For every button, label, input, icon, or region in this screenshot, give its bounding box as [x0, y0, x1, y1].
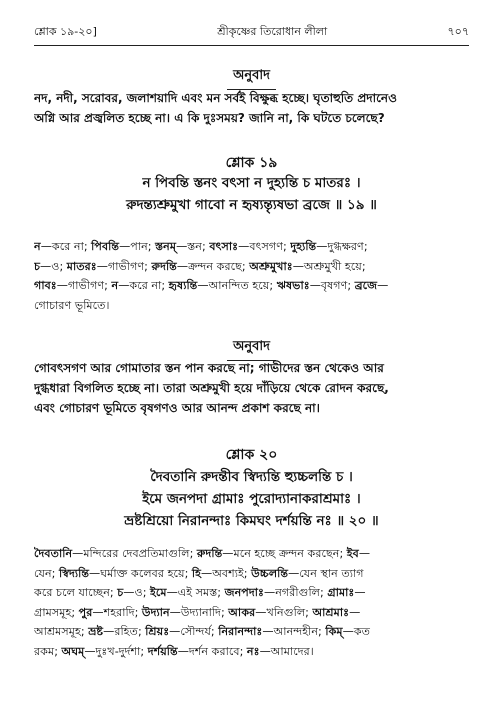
synonym-line: ন—করে না; পিবন্তি—পান; স্তনম্‌—স্তন; বৎসাঃ—বৎসগণ; দুহ্যন্তি—দুগ্ধক্ষরণ; [34, 240, 368, 253]
verse-20-heading: শ্লোক ২০ [225, 447, 278, 463]
verse-line: রুদন্ত্যশ্রুমুখা গাবো ন হৃষ্যন্ত্যৃষভা ব্রজে ॥ ১৯ ॥ [126, 197, 377, 213]
synonym-line: গোচারণ ভূমিতে। [34, 298, 110, 312]
text-line: নদ, নদী, সরোবর, জলাশয়াদি এবং মন সর্বই বিক্ষুব্ধ হচ্ছে। ঘৃতাহুতি প্রদানেও [34, 91, 397, 105]
translation-text-2 [34, 358, 469, 418]
verse-20-sanskrit [0, 466, 503, 532]
translation-text-1 [34, 88, 469, 128]
running-header [34, 24, 469, 46]
verse-20-synonyms [34, 544, 469, 662]
verse-19-synonyms [34, 237, 469, 315]
synonym-line: রকম; অঘম্‌—দুঃখ-দুর্দশা; দর্শয়ন্তি—দর্শন করাবে; নঃ—আমাদের। [34, 644, 314, 658]
verse-line: ইমে জনপদা গ্রামাঃ পুরোদ্যানাকরাশ্রমাঃ । [142, 491, 361, 507]
verse-line: ভ্রষ্টশ্রিয়ো নিরানন্দাঃ কিমঘং দর্শয়ন্তি নঃ ॥ ২০ ॥ [124, 513, 379, 529]
verse-19-sanskrit [0, 172, 503, 216]
synonym-line: করে চলে যাচ্ছেন; চ—ও; ইমে—এই সমস্ত; জনপদাঃ—নগরীগুলি; গ্রামাঃ— [34, 586, 366, 600]
synonym-line: চ—ও; মাতরঃ—গাভীগণ; রুদন্তি—ক্রন্দন করছে; অশ্রুমুখাঃ—অশ্রুমুখী হয়ে; [34, 259, 366, 273]
synonym-line: আশ্রমসমূহ; ভ্রষ্ট—রহিত; শ্রিয়ঃ—সৌন্দর্য; নিরানন্দাঃ—আনন্দহীন; কিম্‌—কত [34, 625, 371, 639]
text-line: এবং গোচারণ ভূমিতে বৃষগণও আর আনন্দ প্রকাশ করছে না। [34, 401, 320, 415]
page-number: ৭০৭ [447, 25, 469, 38]
translation-heading-1: অনুবাদ [0, 66, 503, 90]
synonym-line: গ্রামসমূহ; পুর—শহরাদি; উদ্যান—উদ্যানাদি; আকর—খনিগুলি; আশ্রমাঃ— [34, 605, 361, 619]
synonym-line: দৈবতানি—মন্দিরের দেবপ্রতিমাগুলি; রুদন্তি—মনে হচ্ছে ক্রন্দন করছেন; ইব— [34, 547, 371, 560]
text-line: গোবৎসগণ আর গোমাতার স্তন পান করছে না; গাভীদের স্তন থেকেও আর [34, 361, 384, 375]
verse-line: দৈবতানি রুদন্তীব স্বিদ্যন্তি হ্যুচ্চলন্তি চ । [150, 469, 353, 485]
synonym-line: গাবঃ—গাভীগণ; ন—করে না; হৃষ্যন্তি—আনন্দিত হয়ে; ঋষভাঃ—বৃষগণ; ব্রজে— [34, 279, 389, 293]
header-chapter-title: শ্রীকৃষ্ণের তিরোধান লীলা [217, 25, 328, 38]
verse-19-heading: শ্লোক ১৯ [225, 155, 278, 171]
text-line: অগ্নি আর প্রজ্বলিত হচ্ছে না। এ কি দুঃসময়? জানি না, কি ঘটতে চলেছে? [34, 111, 385, 125]
text-line: দুগ্ধধারা বিগলিত হচ্ছে না। তারা অশ্রুমুখী হয়ে দাঁড়িয়ে থেকে রোদন করছে, [34, 381, 389, 395]
header-verse-range: শ্লোক ১৯-২০] [34, 25, 97, 38]
synonym-line: যেন; স্বিদ্যন্তি—ঘর্মাক্ত কলেবর হয়ে; হি—অবশ্যই; উচ্চলন্তি—যেন স্থান ত্যাগ [34, 566, 364, 580]
verse-line: ন পিবন্তি স্তনং বৎসা ন দুহ্যন্তি চ মাতরঃ । [142, 175, 361, 191]
translation-heading-2: অনুবাদ [0, 337, 503, 361]
